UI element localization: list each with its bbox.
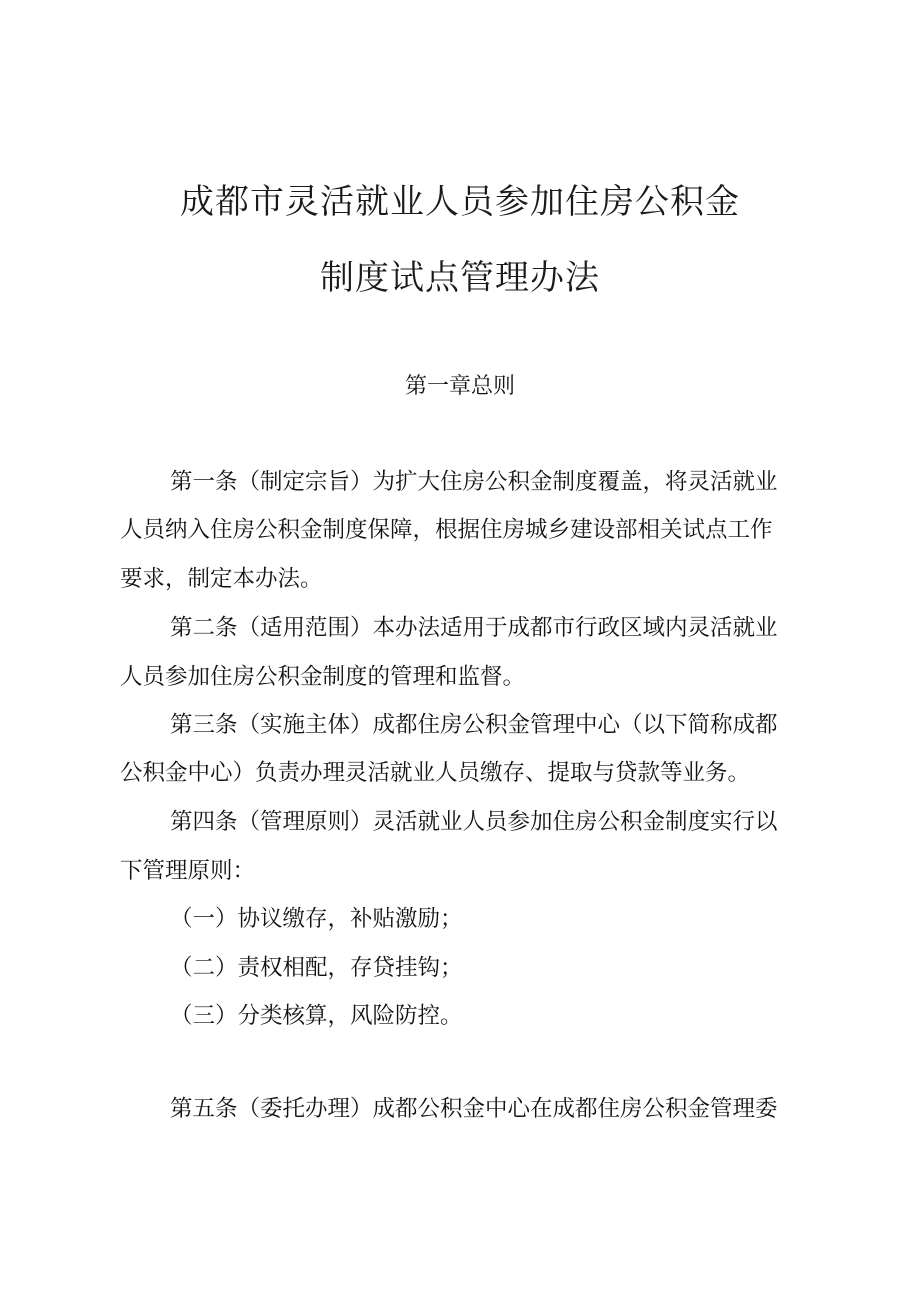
article-3-line-1: 第三条（实施主体）成都住房公积金管理中心（以下简称成都	[170, 712, 778, 738]
document-title-line-1: 成都市灵活就业人员参加住房公积金	[180, 182, 740, 222]
article-3-line-2: 公积金中心）负责办理灵活就业人员缴存、提取与贷款等业务。	[120, 760, 751, 786]
document-title-line-2: 制度试点管理办法	[320, 258, 600, 298]
list-item-3: （三）分类核算，风险防控。	[170, 1003, 463, 1029]
list-item-2: （二）责权相配，存贷挂钩；	[170, 955, 463, 981]
chapter-heading: 第一章总则	[404, 374, 515, 399]
article-1-line-1: 第一条（制定宗旨）为扩大住房公积金制度覆盖，将灵活就业	[170, 469, 778, 495]
article-4-line-1: 第四条（管理原则）灵活就业人员参加住房公积金制度实行以	[170, 809, 778, 835]
article-5-line-1: 第五条（委托办理）成都公积金中心在成都住房公积金管理委	[170, 1096, 778, 1122]
article-1-line-3: 要求，制定本办法。	[120, 566, 323, 592]
article-2-line-2: 人员参加住房公积金制度的管理和监督。	[120, 664, 526, 690]
article-1-line-2: 人员纳入住房公积金制度保障，根据住房城乡建设部相关试点工作	[120, 517, 773, 543]
article-2-line-1: 第二条（适用范围）本办法适用于成都市行政区域内灵活就业	[170, 615, 778, 641]
list-item-1: （一）协议缴存，补贴激励；	[170, 906, 463, 932]
article-4-line-2: 下管理原则：	[120, 858, 256, 884]
